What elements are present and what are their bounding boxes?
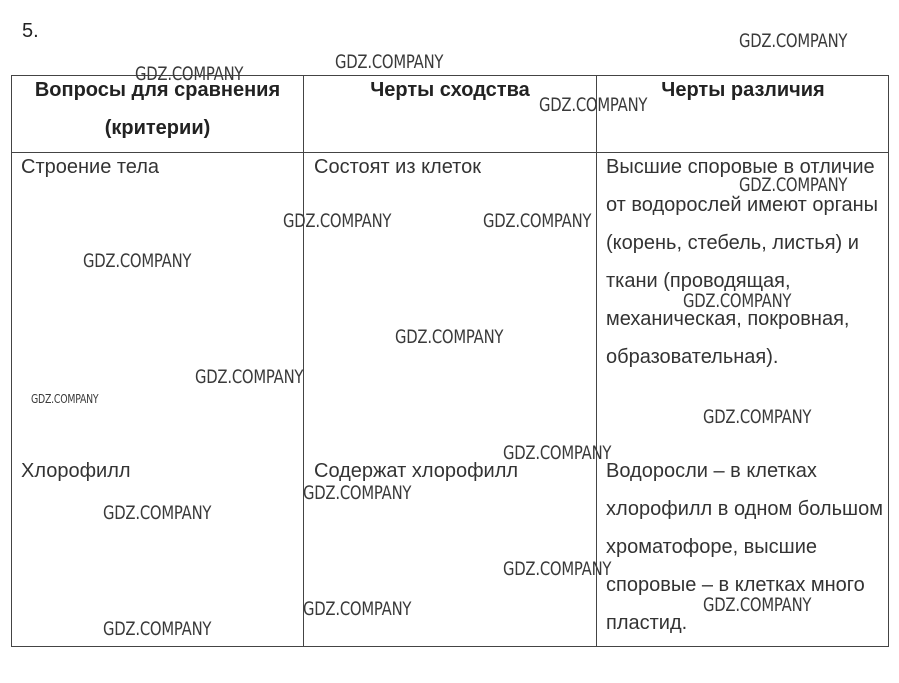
row-1-similarity: Состоят из клеток [314,156,481,178]
watermark: GDZ.COMPANY [539,94,648,116]
watermark: GDZ.COMPANY [283,210,392,232]
watermark: GDZ.COMPANY [195,366,304,388]
watermark: GDZ.COMPANY [503,558,612,580]
column-divider [303,76,304,646]
watermark: GDZ.COMPANY [739,174,848,196]
watermark: GDZ.COMPANY [395,326,504,348]
watermark: GDZ.COMPANY [703,406,812,428]
watermark: GDZ.COMPANY [135,63,244,85]
watermark: GDZ.COMPANY [303,482,412,504]
watermark: GDZ.COMPANY [335,51,444,73]
header-differences: Черты различия [661,79,825,101]
watermark: GDZ.COMPANY [503,442,612,464]
row-1-criterion: Строение тела [21,156,160,178]
watermark: GDZ.COMPANY [739,30,848,52]
watermark: GDZ.COMPANY [83,250,192,272]
column-divider [596,76,597,646]
watermark: GDZ.COMPANY [703,594,812,616]
comparison-table [11,75,889,647]
watermark: GDZ.COMPANY [103,618,212,640]
watermark: GDZ.COMPANY [31,392,99,406]
header-criteria: Вопросы для сравнения (критерии) [34,79,281,139]
watermark: GDZ.COMPANY [103,502,212,524]
watermark: GDZ.COMPANY [483,210,592,232]
watermark: GDZ.COMPANY [303,598,412,620]
task-number: 5. [22,20,39,42]
row-2-similarity: Содержат хлорофилл [314,460,519,482]
row-2-criterion: Хлорофилл [21,460,131,482]
watermark: GDZ.COMPANY [683,290,792,312]
row-2-difference: Водоросли – в клетках хлорофилл в одном большом хроматофоре, высшие споровые – в клетках много пластид. [606,460,883,634]
row-1-difference: Высшие споровые в отличие от водорослей имеют органы (корень, стебель, листья) и ткани (проводящая, механическая, покровная, образовательная). [606,156,879,368]
header-similarities: Черты сходства [370,79,530,101]
